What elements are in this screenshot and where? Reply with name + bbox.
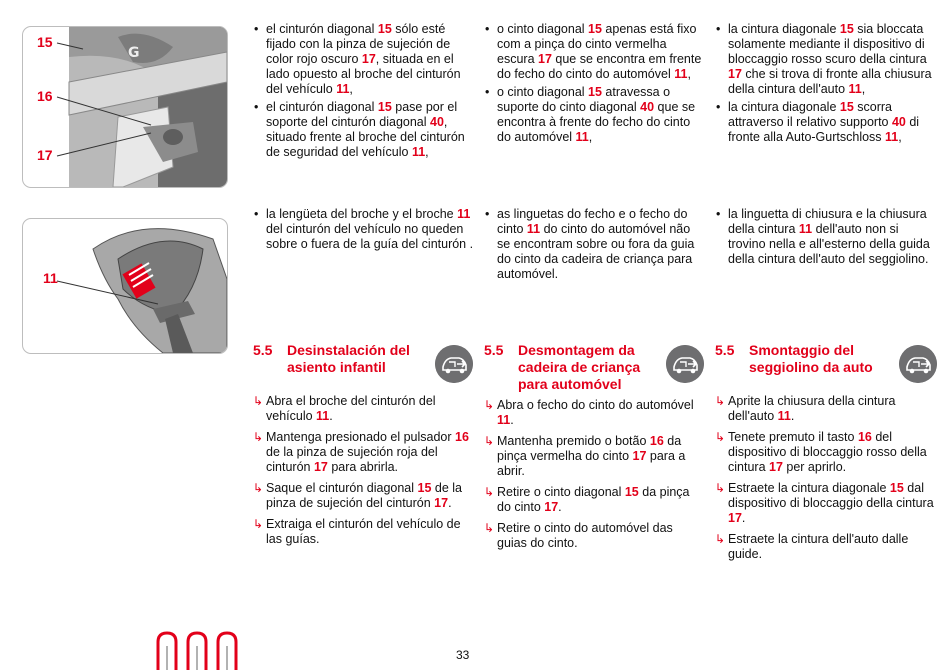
reference-number: 11 xyxy=(526,222,541,236)
text-run: , situado frente al broche del cinturón de seguridad del vehículo xyxy=(266,115,465,159)
text-run: da pinça vermelha do cinto xyxy=(497,434,682,463)
list-item xyxy=(715,22,939,97)
col-pt-conditions xyxy=(484,22,706,148)
text-run: da pinça do cinto xyxy=(497,485,690,514)
page-number: 33 xyxy=(456,648,470,662)
text-run: Retire o cinto diagonal xyxy=(497,485,625,499)
reference-number: 17 xyxy=(538,52,552,66)
reference-number: 15 xyxy=(588,85,602,99)
text-run: Abra el broche del cinturón del vehículo xyxy=(266,394,436,423)
list-item xyxy=(715,100,939,145)
text-run: Mantenga presionado el pulsador xyxy=(266,430,456,444)
step-list xyxy=(484,398,706,551)
text-run: que se encontra em frente do fecho do cinto do automóvel xyxy=(497,52,702,81)
text-run: Estraete la cintura diagonale xyxy=(728,481,890,495)
step-list xyxy=(715,394,939,562)
list-item xyxy=(715,532,939,562)
reference-number: 15 xyxy=(417,481,432,495)
reference-number: 15 xyxy=(624,485,639,499)
bullet-list xyxy=(253,22,475,160)
reference-number: 15 xyxy=(839,100,854,114)
text-run: Saque el cinturón diagonal xyxy=(266,481,418,495)
list-item xyxy=(484,521,706,551)
reference-number: 15 xyxy=(377,100,392,114)
text-run: del dispositivo di bloccaggio rosso della cintura xyxy=(728,430,927,474)
callout-11: 11 xyxy=(43,270,58,286)
text-run: que se encontra à frente do fecho do cinto do automóvel xyxy=(497,100,696,144)
section-heading xyxy=(715,342,939,394)
list-item xyxy=(484,85,706,145)
text-run: do cinto do automóvel xyxy=(540,222,670,236)
reference-number: 11 xyxy=(848,82,862,96)
car-seat-removal-icon xyxy=(899,345,937,383)
callout-15: 15 xyxy=(37,34,53,50)
text-run: Abra o fecho do cinto do automóvel xyxy=(497,398,694,412)
text-run: para abrirla. xyxy=(327,460,399,474)
list-item xyxy=(253,22,475,97)
list-item xyxy=(253,207,475,252)
section-title: Smontaggio del seggiolino da auto xyxy=(749,342,873,375)
list-item xyxy=(715,481,939,526)
text-run: Extraiga el cinturón del vehículo de las guías. xyxy=(266,517,461,546)
reference-number: 17 xyxy=(434,496,449,510)
list-item xyxy=(253,394,475,424)
text-run: scorra attraverso il relativo supporto xyxy=(728,100,892,129)
list-item xyxy=(253,481,475,511)
reference-number: 16 xyxy=(649,434,664,448)
reference-number: 15 xyxy=(588,22,602,36)
car-seat-removal-icon xyxy=(435,345,473,383)
list-item xyxy=(715,394,939,424)
text-run: dal dispositivo di bloccaggio della cintura xyxy=(728,481,934,510)
reference-number: 17 xyxy=(728,67,742,81)
section-number: 5.5 xyxy=(253,342,273,358)
text-run: para a abrir. xyxy=(497,449,686,478)
step-list xyxy=(253,394,475,547)
emphasis-text: non xyxy=(865,222,887,236)
col-es-buckle-check xyxy=(253,207,475,255)
text-run: . xyxy=(329,409,333,423)
text-run: che si trova di fronte alla chiusura della cintura dell'auto xyxy=(728,67,932,96)
reference-number: 11 xyxy=(457,207,471,221)
list-item xyxy=(253,100,475,160)
text-run: si trovino nella e all'esterno della guida della cintura dell'auto del seggiolino. xyxy=(728,222,930,266)
text-run: , xyxy=(425,145,429,159)
text-run: la cintura diagonale xyxy=(728,22,840,36)
reference-number: 17 xyxy=(632,449,647,463)
reference-number: 11 xyxy=(674,67,688,81)
reference-number: 11 xyxy=(575,130,589,144)
reference-number: 16 xyxy=(857,430,872,444)
text-run: Estraete la cintura dell'auto dalle guide. xyxy=(728,532,909,561)
col-it-conditions xyxy=(715,22,939,148)
list-item xyxy=(253,517,475,547)
reference-number: 11 xyxy=(777,409,791,423)
text-run: la linguetta di chiusura e la chiusura della cintura xyxy=(728,207,927,236)
text-run: di fronte alla Auto-Gurtschloss xyxy=(728,115,920,144)
reference-number: 16 xyxy=(455,430,469,444)
figure-belt-buckle xyxy=(22,218,228,354)
list-item xyxy=(715,207,939,267)
section-title: Desmontagem da cadeira de criança para automóvel xyxy=(518,342,641,392)
reference-number: 40 xyxy=(891,115,906,129)
text-run: del cinturón del vehículo xyxy=(266,222,405,236)
reference-number: 11 xyxy=(411,145,426,159)
section-pt-removal xyxy=(484,342,706,557)
section-it-removal xyxy=(715,342,939,568)
reference-number: 11 xyxy=(497,413,511,427)
reference-number: 11 xyxy=(885,130,899,144)
text-run: , xyxy=(861,82,866,96)
bullet-list xyxy=(484,207,706,282)
reference-number: 11 xyxy=(798,222,813,236)
list-item xyxy=(484,434,706,479)
section-heading xyxy=(484,342,706,398)
list-item xyxy=(715,430,939,475)
text-run: . xyxy=(448,496,452,510)
text-run: , situada en el lado opuesto al broche del cinturón del vehículo xyxy=(266,52,461,96)
text-run: Aprite la chiusura della cintura dell'auto xyxy=(728,394,896,423)
text-run: queden sobre o fuera de la guía del cinturón . xyxy=(266,222,474,251)
text-run: . xyxy=(790,409,795,423)
reference-number: 17 xyxy=(544,500,559,514)
text-run: Mantenha premido o botão xyxy=(497,434,650,448)
reference-number: 17 xyxy=(313,460,328,474)
text-run: . xyxy=(558,500,562,514)
text-run: dell'auto xyxy=(812,222,866,236)
reference-number: 40 xyxy=(430,115,444,129)
text-run: apenas está fixo com a pinça do cinto vermelha escura xyxy=(497,22,697,66)
text-run: el cinturón diagonal xyxy=(266,22,378,36)
section-title: Desinstalación del asiento infantil xyxy=(287,342,410,375)
section-number: 5.5 xyxy=(484,342,504,358)
callout-17: 17 xyxy=(37,147,53,163)
belt-clip-illustration xyxy=(23,27,227,187)
section-es-removal xyxy=(253,342,475,553)
list-item xyxy=(253,430,475,475)
reference-number: 11 xyxy=(316,409,330,423)
reference-number: 15 xyxy=(377,22,392,36)
text-run: . xyxy=(741,511,746,525)
text-run: , xyxy=(349,82,353,96)
text-run: el cinturón diagonal xyxy=(266,100,378,114)
col-pt-buckle-check xyxy=(484,207,706,285)
text-run: , xyxy=(687,67,691,81)
emphasis-text: no xyxy=(404,222,419,236)
col-it-buckle-check xyxy=(715,207,939,270)
text-run: o cinto diagonal xyxy=(497,22,589,36)
col-es-conditions xyxy=(253,22,475,163)
language-tabs-icon xyxy=(155,630,245,670)
text-run: la lengüeta del broche y el broche xyxy=(266,207,458,221)
bullet-list xyxy=(715,22,939,145)
reference-number: 40 xyxy=(640,100,655,114)
section-heading xyxy=(253,342,475,394)
reference-number: 17 xyxy=(728,511,742,525)
reference-number: 17 xyxy=(769,460,783,474)
text-run: as linguetas do fecho e o fecho do cinto xyxy=(497,207,688,236)
reference-number: 17 xyxy=(361,52,376,66)
text-run: pase por el soporte del cinturón diagonal xyxy=(266,100,458,129)
svg-text:G: G xyxy=(128,45,140,61)
callout-16: 16 xyxy=(37,88,53,104)
text-run: atravessa o suporte do cinto diagonal xyxy=(497,85,671,114)
text-run: se encontram sobre ou fora da guia do cinto da cadeira de criança para automóvel. xyxy=(497,237,695,281)
text-run: per aprirlo. xyxy=(782,460,847,474)
text-run: sia bloccata solamente mediante il dispositivo di bloccaggio rosso scuro della cintura xyxy=(728,22,927,66)
bullet-list xyxy=(715,207,939,267)
text-run: de la pinza de sujeción del cinturón xyxy=(266,481,463,510)
text-run: de la pinza de sujeción roja del cinturón xyxy=(266,445,438,474)
bullet-list xyxy=(253,207,475,252)
car-seat-removal-icon xyxy=(666,345,704,383)
reference-number: 15 xyxy=(839,22,854,36)
text-run: , xyxy=(588,130,593,144)
reference-number: 15 xyxy=(889,481,904,495)
section-number: 5.5 xyxy=(715,342,735,358)
text-run: , xyxy=(898,130,902,144)
figure-belt-clip xyxy=(22,26,228,188)
bullet-list xyxy=(484,22,706,145)
text-run: sólo esté fijado con la pinza de sujeción de color rojo oscuro xyxy=(266,22,451,66)
text-run: Retire o cinto do automóvel das guias do cinto. xyxy=(497,521,673,550)
text-run: Tenete premuto il tasto xyxy=(728,430,858,444)
text-run: o cinto diagonal xyxy=(497,85,589,99)
list-item xyxy=(484,398,706,428)
text-run: la cintura diagonale xyxy=(728,100,840,114)
text-run: . xyxy=(510,413,514,427)
reference-number: 11 xyxy=(336,82,350,96)
list-item xyxy=(484,22,706,82)
list-item xyxy=(484,485,706,515)
list-item xyxy=(484,207,706,282)
emphasis-text: não xyxy=(669,222,691,236)
belt-buckle-illustration xyxy=(23,219,227,353)
